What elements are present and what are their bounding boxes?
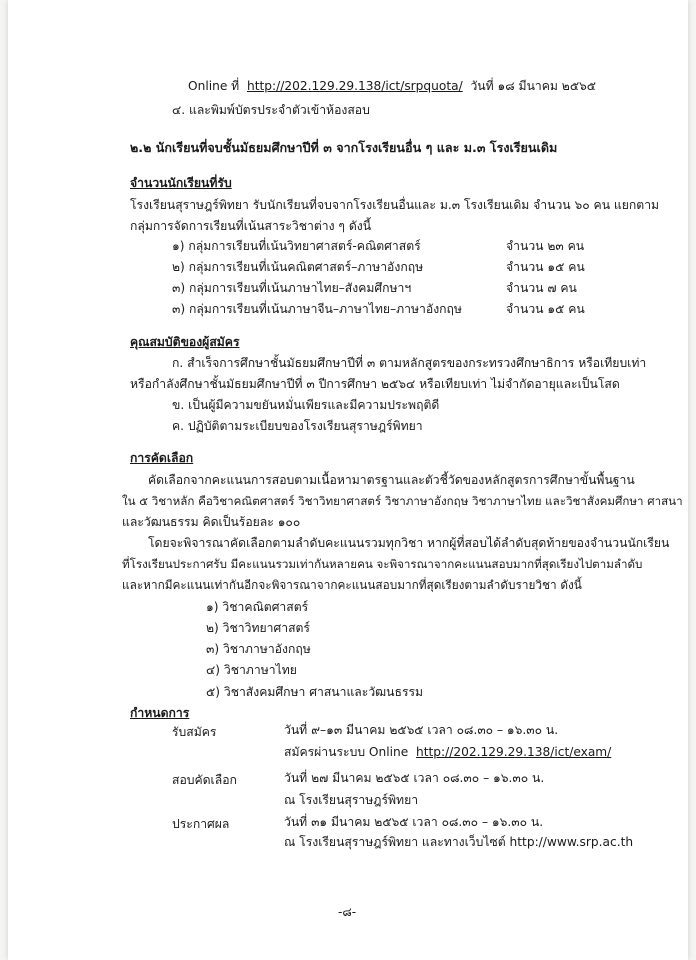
- announce-label: ประกาศผล: [172, 817, 230, 831]
- document-page: [8, 0, 688, 960]
- subject-3: ๓) วิชาภาษาอังกฤษ: [206, 642, 311, 656]
- group-1-name: ๑) กลุ่มการเรียนที่เน้นวิทยาศาสตร์-คณิตศาสตร์: [172, 239, 421, 253]
- qualification-a-2: หรือกำลังศึกษาชั้นมัธยมศึกษาปีที่ ๓ ปีการศึกษา ๒๕๖๔ หรือเทียบเท่า ไม่จำกัดอายุและเป็นโสด: [130, 377, 620, 391]
- quota-intro-2: กลุ่มการจัดการเรียนที่เน้นสาระวิชาต่าง ๆ ดังนี้: [130, 219, 372, 233]
- selection-p1-2: ใน ๕ วิชาหลัก คือวิชาคณิตศาสตร์ วิชาวิทยาศาสตร์ วิชาภาษาอังกฤษ วิชาภาษาไทย และวิชาสังคมศึกษา ศาสนา: [122, 494, 683, 508]
- register-label: รับสมัคร: [172, 725, 217, 739]
- qualification-c: ค. ปฏิบัติตามระเบียบของโรงเรียนสุราษฎร์พิทยา: [172, 419, 423, 433]
- group-4-count: จำนวน ๑๕ คน: [506, 302, 585, 316]
- group-3-count: จำนวน ๗ คน: [506, 281, 577, 295]
- subject-5: ๕) วิชาสังคมศึกษา ศาสนาและวัฒนธรรม: [206, 685, 424, 699]
- section-heading: ๒.๒ นักเรียนที่จบชั้นมัธยมศึกษาปีที่ ๓ จากโรงเรียนอื่น ๆ และ ม.๓ โรงเรียนเดิม: [130, 140, 558, 155]
- qualification-a-1: ก. สำเร็จการศึกษาชั้นมัธยมศึกษาปีที่ ๓ ตามหลักสูตรของกระทรวงศึกษาธิการ หรือเทียบเท่า: [172, 356, 647, 370]
- qualification-b: ข. เป็นผู้มีความขยันหมั่นเพียรและมีความประพฤติดี: [172, 398, 440, 412]
- group-3-name: ๓) กลุ่มการเรียนที่เน้นภาษาไทย–สังคมศึกษาฯ: [172, 281, 412, 295]
- srpquota-link[interactable]: http://202.129.29.138/ict/srpquota/: [246, 79, 463, 93]
- page-number: -๘-: [338, 905, 357, 919]
- schedule-title: กำหนดการ: [130, 706, 190, 720]
- exam-link[interactable]: http://202.129.29.138/ict/exam/: [416, 745, 612, 759]
- quota-title: จำนวนนักเรียนที่รับ: [130, 176, 232, 190]
- subject-1: ๑) วิชาคณิตศาสตร์: [206, 600, 309, 614]
- group-2-name: ๒) กลุ่มการเรียนที่เน้นคณิตศาสตร์–ภาษาอังกฤษ: [172, 260, 424, 274]
- register-date: วันที่ ๙–๑๓ มีนาคม ๒๕๖๕ เวลา ๐๘.๓๐ – ๑๖.๓๐ น.: [284, 723, 559, 737]
- exam-date: วันที่ ๒๗ มีนาคม ๒๕๖๕ เวลา ๐๘.๓๐ – ๑๖.๓๐ น.: [284, 771, 545, 785]
- selection-p1-3: และวัฒนธรรม คิดเป็นร้อยละ ๑๐๐: [122, 515, 301, 529]
- register-online-line: สมัครผ่านระบบ Online http://202.129.29.138/ict/exam/: [284, 745, 612, 759]
- step-4: ๔. และพิมพ์บัตรประจำตัวเข้าห้องสอบ: [172, 103, 370, 117]
- selection-p2-2: ที่โรงเรียนประกาศรับ มีคะแนนรวมเท่ากันหลายคน จะพิจารณาจากคะแนนสอบมากที่สุดเรียงไปตามลำดับ: [122, 557, 643, 571]
- exam-label: สอบคัดเลือก: [172, 773, 237, 787]
- group-1-count: จำนวน ๒๓ คน: [506, 239, 585, 253]
- announce-place: ณ โรงเรียนสุราษฎร์พิทยา และทางเว็บไซต์ http://www.srp.ac.th: [284, 835, 634, 849]
- selection-p2-1: โดยจะพิจารณาคัดเลือกตามลำดับคะแนนรวมทุกวิชา หากผู้ที่สอบได้ลำดับสุดท้ายของจำนวนนักเรียน: [148, 536, 670, 550]
- subject-4: ๔) วิชาภาษาไทย: [206, 663, 297, 677]
- group-2-count: จำนวน ๑๕ คน: [506, 260, 585, 274]
- selection-p1-1: คัดเลือกจากคะแนนการสอบตามเนื้อหามาตรฐานและตัวชี้วัดของหลักสูตรการศึกษาขั้นพื้นฐาน: [148, 473, 635, 487]
- announce-date: วันที่ ๓๑ มีนาคม ๒๕๖๕ เวลา ๐๘.๓๐ – ๑๖.๓๐ น.: [284, 815, 544, 829]
- selection-p2-3: และหากมีคะแนนเท่ากันอีกจะพิจารณาจากคะแนนสอบมากที่สุดเรียงตามลำดับรายวิชา ดังนี้: [122, 578, 582, 592]
- group-4-name: ๓) กลุ่มการเรียนที่เน้นภาษาจีน–ภาษาไทย–ภาษาอังกฤษ: [172, 302, 462, 316]
- qualifications-title: คุณสมบัติของผู้สมัคร: [130, 335, 240, 349]
- subject-2: ๒) วิชาวิทยาศาสตร์: [206, 621, 310, 635]
- exam-place: ณ โรงเรียนสุราษฎร์พิทยา: [284, 793, 419, 807]
- online-line: Online ที่ http://202.129.29.138/ict/srpquota/ วันที่ ๑๘ มีนาคม ๒๕๖๕: [188, 79, 597, 93]
- selection-title: การคัดเลือก: [130, 451, 194, 465]
- quota-intro-1: โรงเรียนสุราษฎร์พิทยา รับนักเรียนที่จบจากโรงเรียนอื่นและ ม.๓ โรงเรียนเดิม จำนวน ๖๐ คน แยกตาม: [130, 198, 660, 212]
